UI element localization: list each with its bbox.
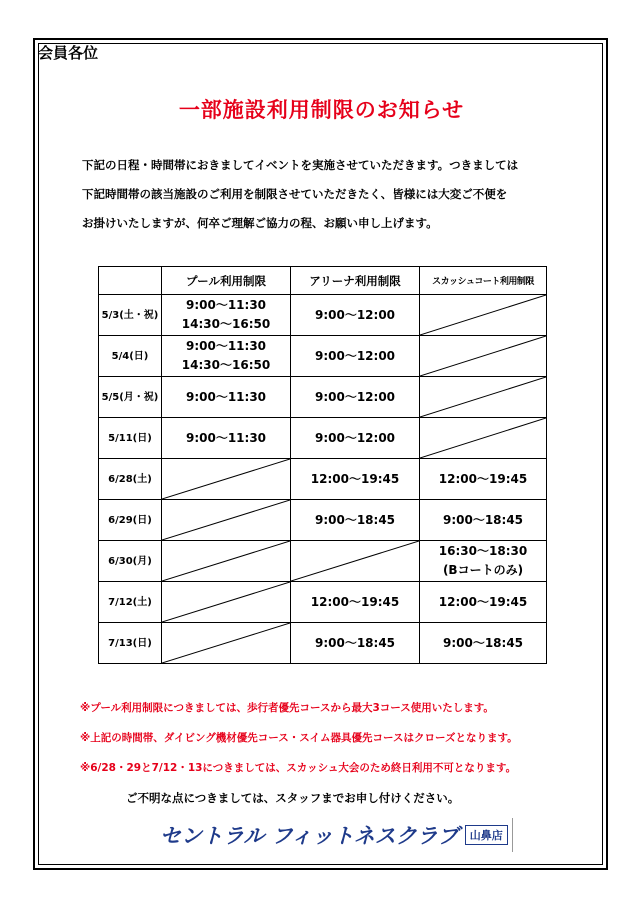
- cell-arena: [291, 295, 420, 336]
- time-slot: 9:00～18:45: [442, 635, 524, 650]
- diagonal-slash: [162, 500, 290, 540]
- logo-name: セントラル フィットネスクラブ: [160, 824, 459, 848]
- table-row: [99, 541, 547, 582]
- cell-squash: [420, 459, 547, 500]
- cell-pool-unavailable: [162, 623, 291, 664]
- row-date: 5/11(日): [99, 418, 162, 459]
- time-slot: 14:30～16:50: [181, 358, 271, 372]
- time-slot: 9:00～18:45: [314, 512, 396, 527]
- time-slot: 12:00～19:45: [310, 471, 400, 486]
- intro-line: お掛けいたしますが、何卒ご理解ご協力の程、お願い申し上げます。: [82, 216, 438, 230]
- diagonal-slash: [162, 623, 290, 663]
- cell-squash: [420, 541, 547, 582]
- time-slot: 9:00～18:45: [442, 512, 524, 527]
- note-line: ※上記の時間帯、ダイビング機材優先コース・スイム器具優先コースはクローズとなります。: [80, 732, 518, 744]
- note-line: ※6/28・29と7/12・13につきましては、スカッシュ大会のため終日利用不可となります。: [80, 762, 517, 774]
- table-row: [99, 377, 547, 418]
- cell-squash: [420, 623, 547, 664]
- cell-pool-unavailable: [162, 459, 291, 500]
- cell-arena: [291, 418, 420, 459]
- time-slot: 9:00～12:00: [314, 430, 396, 445]
- time-slot: 12:00～19:45: [438, 594, 528, 609]
- cell-pool-unavailable: [162, 541, 291, 582]
- logo-divider: [512, 818, 513, 852]
- header-date: [99, 267, 162, 295]
- time-slot: (Bコートのみ): [442, 563, 524, 577]
- row-date: 6/28(土): [99, 459, 162, 500]
- logo-branch: 山鼻店: [465, 825, 508, 845]
- intro-line: 下記時間帯の該当施設のご利用を制限させていただきたく、皆様には大変ご不便を: [82, 187, 508, 201]
- table-row: [99, 623, 547, 664]
- cell-arena-unavailable: [291, 541, 420, 582]
- row-date: 5/4(日): [99, 336, 162, 377]
- intro-paragraph: [82, 156, 582, 243]
- cell-squash-unavailable: [420, 336, 547, 377]
- diagonal-slash: [162, 582, 290, 622]
- cell-arena: [291, 377, 420, 418]
- diagonal-slash: [420, 336, 546, 376]
- cell-arena: [291, 500, 420, 541]
- row-date: 5/3(土・祝): [99, 295, 162, 336]
- notes: [80, 700, 518, 790]
- time-slot: 9:00～12:00: [314, 389, 396, 404]
- row-date: 6/30(月): [99, 541, 162, 582]
- table-row: [99, 295, 547, 336]
- diagonal-slash: [291, 541, 419, 581]
- cell-arena: [291, 623, 420, 664]
- cell-pool: [162, 336, 291, 377]
- club-logo: [160, 818, 513, 852]
- row-date: 7/13(日): [99, 623, 162, 664]
- table-row: [99, 336, 547, 377]
- cell-squash-unavailable: [420, 418, 547, 459]
- notice-title: 一部施設利用制限のお知らせ: [178, 98, 465, 122]
- time-slot: 16:30～18:30: [438, 544, 528, 558]
- diagonal-slash: [162, 459, 290, 499]
- cell-squash-unavailable: [420, 377, 547, 418]
- header-squash: スカッシュコート利用制限: [420, 267, 547, 295]
- diagonal-slash: [162, 541, 290, 581]
- time-slot: 9:00～12:00: [314, 307, 396, 322]
- time-slot: 12:00～19:45: [310, 594, 400, 609]
- cell-pool: [162, 295, 291, 336]
- time-slot: 9:00～12:00: [314, 348, 396, 363]
- cell-squash: [420, 500, 547, 541]
- time-slot: 9:00～11:30: [185, 298, 267, 312]
- time-slot: 9:00～11:30: [185, 389, 267, 404]
- header-arena: アリーナ利用制限: [291, 267, 420, 295]
- row-date: 5/5(月・祝): [99, 377, 162, 418]
- cell-squash-unavailable: [420, 295, 547, 336]
- time-slot: 9:00～11:30: [185, 430, 267, 445]
- diagonal-slash: [420, 418, 546, 458]
- time-slot: 9:00～18:45: [314, 635, 396, 650]
- time-slot: 9:00～11:30: [185, 339, 267, 353]
- table-row: [99, 500, 547, 541]
- table-row: [99, 582, 547, 623]
- cell-squash: [420, 582, 547, 623]
- schedule-table: [98, 266, 547, 664]
- row-date: 6/29(日): [99, 500, 162, 541]
- cell-arena: [291, 336, 420, 377]
- header-pool: プール利用制限: [162, 267, 291, 295]
- note-line: ※プール利用制限につきましては、歩行者優先コースから最大3コース使用いたします。: [80, 702, 494, 714]
- cell-pool-unavailable: [162, 582, 291, 623]
- diagonal-slash: [420, 377, 546, 417]
- addressee: 会員各位: [38, 44, 99, 62]
- table-row: [99, 418, 547, 459]
- intro-line: 下記の日程・時間帯におきましてイベントを実施させていただきます。つきましては: [82, 158, 519, 172]
- table-header-row: [99, 267, 547, 295]
- cell-arena: [291, 582, 420, 623]
- cell-pool-unavailable: [162, 500, 291, 541]
- contact-note: ご不明な点につきましては、スタッフまでお申し付けください。: [126, 791, 460, 805]
- row-date: 7/12(土): [99, 582, 162, 623]
- cell-arena: [291, 459, 420, 500]
- time-slot: 14:30～16:50: [181, 317, 271, 331]
- diagonal-slash: [420, 295, 546, 335]
- cell-pool: [162, 418, 291, 459]
- time-slot: 12:00～19:45: [438, 471, 528, 486]
- table-row: [99, 459, 547, 500]
- cell-pool: [162, 377, 291, 418]
